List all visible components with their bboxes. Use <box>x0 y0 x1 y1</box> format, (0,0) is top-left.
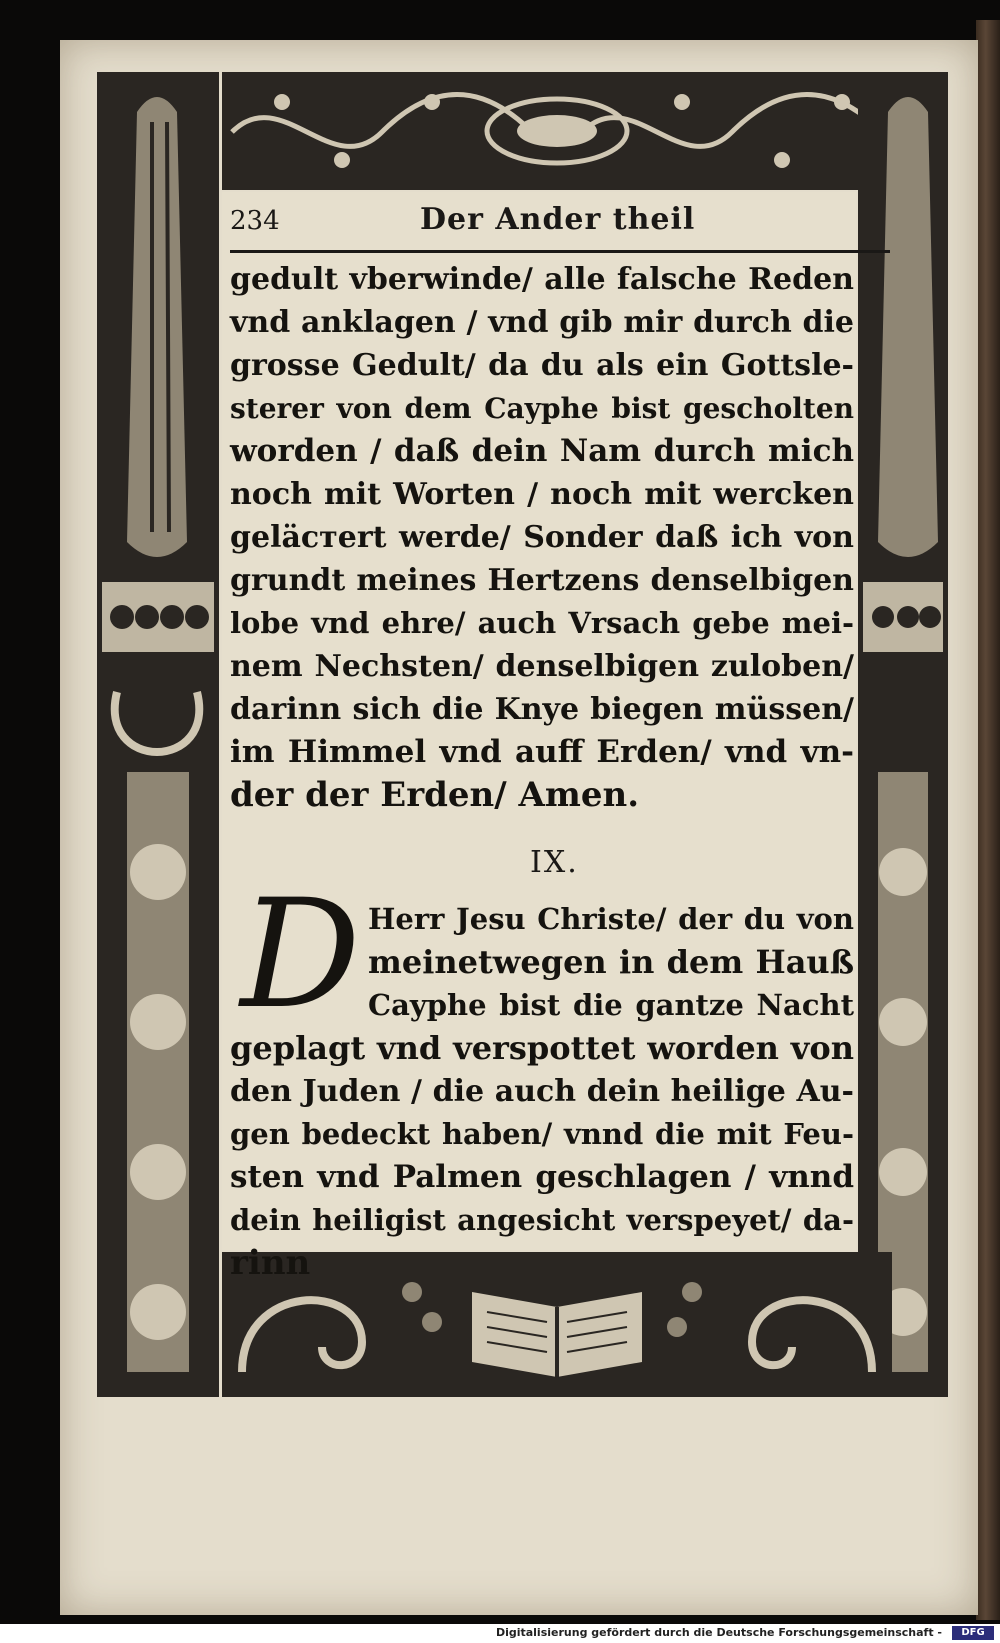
text-line: geplagt vnd verspottet worden von <box>230 1029 854 1067</box>
text-line: darinn sich die Knye biegen müssen/ <box>230 692 854 727</box>
top-ornament-border <box>222 72 892 190</box>
left-ornament-border <box>97 72 219 1397</box>
text-line: den Juden / die auch dein heilige Au- <box>230 1074 854 1109</box>
text-line: gedult vberwinde/ alle falsche Reden <box>230 262 854 297</box>
text-line: gen bedeckt haben/ vnnd die mit Feu- <box>230 1117 854 1151</box>
text-line: der der Erden/ Amen. <box>230 775 640 815</box>
text-line: Cayphe bist die gantze Nacht <box>368 988 854 1022</box>
text-line: noch mit Worten / noch mit wercken <box>230 477 854 512</box>
text-line: grosse Gedult/ da du als ein Gottsle- <box>230 348 854 383</box>
text-line: grundt meines Hertzens denselbigen <box>230 563 854 598</box>
book-page-edge <box>976 20 1000 1620</box>
text-line: nem Nechsten/ denselbigen zuloben/ <box>230 649 854 684</box>
text-line: im Himmel vnd auff Erden/ vnd vn- <box>230 734 854 770</box>
text-line: dein heiligist angesicht verspeyet/ da- <box>230 1203 854 1237</box>
text-line: lobe vnd ehre/ auch Vrsach gebe mei- <box>230 606 854 640</box>
text-line: sterer von dem Cayphe bist gescholten <box>230 392 854 425</box>
dfg-logo: DFG <box>952 1626 994 1640</box>
paragraph-1 <box>230 258 854 817</box>
page-header <box>230 200 890 246</box>
digitization-credit-bar <box>0 1624 1000 1643</box>
header-rule <box>230 250 890 253</box>
text-line: vnd anklagen / vnd gib mir durch die <box>230 305 854 340</box>
text-line: geläстert werde/ Sonder daß ich von <box>230 520 854 555</box>
paragraph-2 <box>230 898 854 1285</box>
running-head: Der Ander theil <box>420 202 696 237</box>
text-line: sten vnd Palmen geschlagen / vnnd <box>230 1159 854 1195</box>
text-line: Herr Jesu Christe/ der du von <box>368 902 854 936</box>
right-ornament-border <box>858 72 948 1397</box>
section-number: IX. <box>530 845 579 880</box>
text-line: meinetwegen in dem Hauß <box>368 943 854 981</box>
page-number: 234 <box>230 206 280 236</box>
drop-cap-initial: D <box>240 868 361 1042</box>
catchword: rinn <box>230 1243 311 1283</box>
credit-text: Digitalisierung gefördert durch die Deutsche Forschungsgemeinschaft - <box>495 1626 942 1639</box>
text-line: worden / daß dein Nam durch mich <box>230 433 854 469</box>
